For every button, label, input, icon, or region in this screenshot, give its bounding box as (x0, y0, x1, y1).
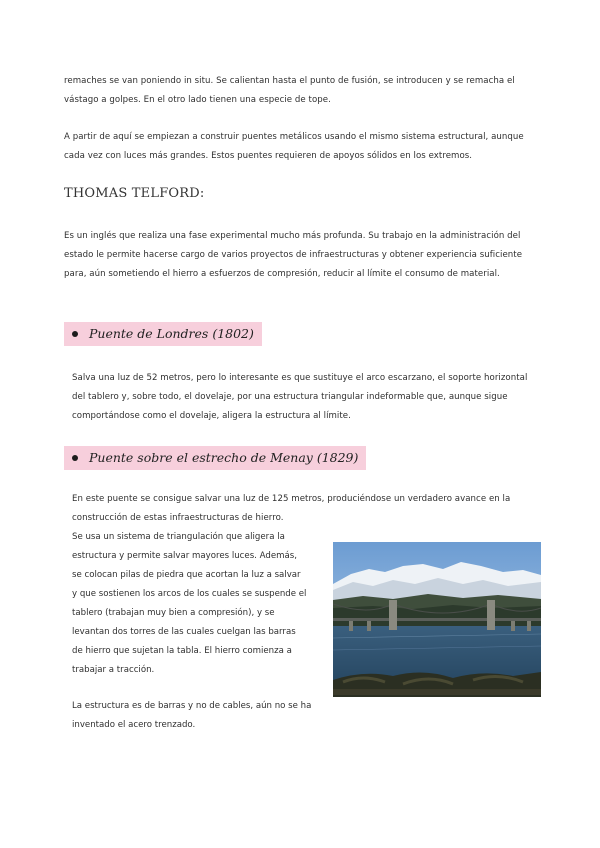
text-line: de hierro que sujetan la tabla. El hierro comienza a (72, 646, 292, 656)
bridge-photo (333, 542, 541, 697)
paragraph-menay-detail (72, 528, 322, 680)
subheading-puente-londres (64, 322, 262, 346)
text-line: tablero (trabajan muy bien a compresión), y se (72, 608, 275, 618)
text-line: se colocan pilas de piedra que acortan la luz a salvar (72, 570, 301, 580)
subheading-label: Puente sobre el estrecho de Menay (1829) (89, 450, 359, 465)
paragraph-londres: Salva una luz de 52 metros, pero lo interesante es que sustituye el arco escarzano, el soporte horizontal del tablero y, sobre todo, el dovelaje, por una estructura triangular indeformable que, aunque sigue comportándose como el dovelaje, aligera la estructura al límite. (72, 373, 528, 421)
text-line: y que sostienen los arcos de los cuales se suspende el (72, 589, 307, 599)
section-heading-thomas-telford: THOMAS TELFORD: (64, 186, 205, 201)
paragraph-puentes-metalicos: A partir de aquí se empiezan a construir puentes metálicos usando el mismo sistema estructural, aunque cada vez con luces más grandes. Estos puentes requieren de apoyos sólidos en los extremos. (64, 132, 524, 161)
text-line: trabajar a tracción. (72, 665, 155, 675)
paragraph-menay-intro: En este puente se consigue salvar una luz de 125 metros, produciéndose un verdadero avance en la construcción de estas infraestructuras de hierro. (72, 494, 511, 523)
paragraph-remaches: remaches se van poniendo in situ. Se calientan hasta el punto de fusión, se introducen y se remacha el vástago a golpes. En el otro lado tienen una especie de tope. (64, 76, 515, 105)
paragraph-telford-intro: Es un inglés que realiza una fase experimental mucho más profunda. Su trabajo en la administración del estado le permite hacerse cargo de varios proyectos de infraestructuras y obtener experiencia suficiente para, aún sometiendo el hierro a esfuerzos de compresión, reducir al límite el consumo de material. (64, 231, 523, 279)
bullet-icon (72, 331, 78, 337)
subheading-puente-menay (64, 446, 366, 470)
bullet-icon (72, 455, 78, 461)
text-line: estructura y permite salvar mayores luces. Además, (72, 551, 297, 561)
text-line: Se usa un sistema de triangulación que aligera la (72, 532, 285, 542)
paragraph-barras: La estructura es de barras y no de cables, aún no se ha inventado el acero trenzado. (72, 701, 312, 730)
subheading-label: Puente de Londres (1802) (89, 326, 254, 341)
text-line: levantan dos torres de las cuales cuelgan las barras (72, 627, 296, 637)
